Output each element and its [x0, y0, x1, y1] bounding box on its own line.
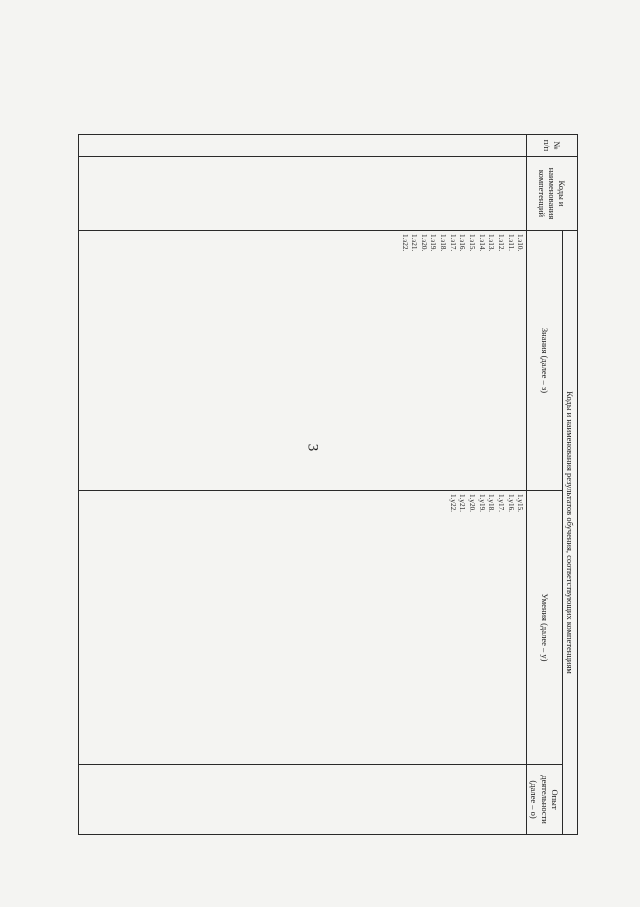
cell-knowledge [79, 231, 527, 491]
knowledge-item: 1.з14. [477, 234, 486, 252]
knowledge-item: 1.з11. [506, 234, 515, 251]
knowledge-item: 1.з17. [448, 234, 457, 252]
skill-item: 1.у20. [468, 494, 477, 512]
knowledge-item: 1.з18. [439, 234, 448, 252]
cell-experience [79, 765, 527, 835]
knowledge-item: 1.з12. [496, 234, 505, 252]
page-number: 3 [304, 443, 321, 452]
competency-table [78, 134, 578, 835]
knowledge-item: 1.з15. [468, 234, 477, 252]
skill-item: 1.у21. [458, 494, 467, 512]
header-num: № п/п [527, 135, 578, 157]
knowledge-item: 1.з16. [458, 234, 467, 252]
knowledge-item: 1.з22. [400, 234, 409, 252]
skill-item: 1.у22. [448, 494, 457, 512]
knowledge-item: 1.з10. [516, 234, 525, 252]
skill-item: 1.у18. [487, 494, 496, 512]
skill-item: 1.у17. [496, 494, 505, 512]
skill-item: 1.у19. [477, 494, 486, 512]
header-competency: Коды и наименования компетенций [527, 157, 578, 231]
rotated-table-container [78, 134, 578, 834]
header-knowledge: Знания (далее – з) [527, 231, 563, 491]
knowledge-item: 1.з19. [429, 234, 438, 252]
header-skills: Умения (далее – у) [527, 491, 563, 765]
header-experience: Опыт деятельности (далее – о) [527, 765, 563, 835]
cell-skills [79, 491, 527, 765]
cell-num [79, 135, 527, 157]
knowledge-item: 1.з13. [487, 234, 496, 252]
skill-item: 1.у15. [516, 494, 525, 512]
header-outcomes: Коды и наименования результатов обучения, соответствующих компетенциям [562, 231, 577, 835]
knowledge-item: 1.з20. [419, 234, 428, 252]
cell-competency [79, 157, 527, 231]
skill-item: 1.у16. [506, 494, 515, 512]
knowledge-item: 1.з21. [410, 234, 419, 252]
